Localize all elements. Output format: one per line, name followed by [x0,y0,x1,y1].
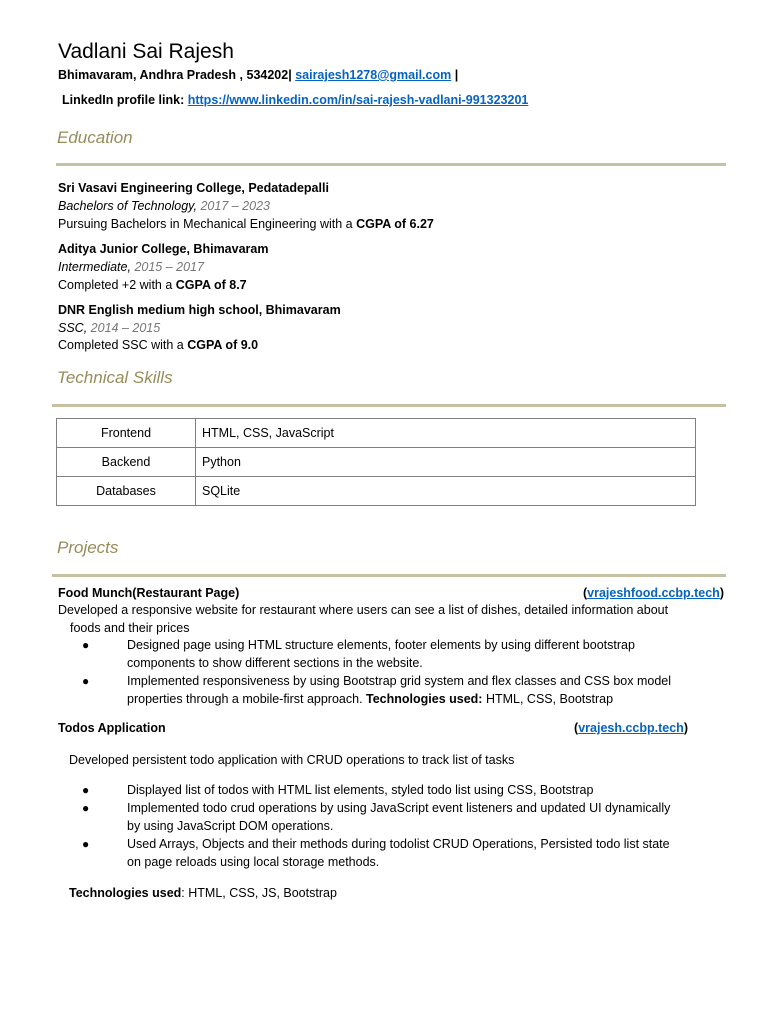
bullet-line: Designed page using HTML structure elements, footer elements by using different bootstrap [127,638,635,652]
skill-value: HTML, CSS, JavaScript [196,419,696,448]
list-item [127,782,707,800]
bullet-text: properties through a mobile-first approach. [127,691,367,706]
bullet-line: Implemented responsiveness by using Bootstrap grid system and flex classes and CSS box model [127,674,672,688]
bullet-icon: ● [82,801,90,815]
skill-category: Databases [57,477,196,506]
tech-label: Technologies used [69,886,182,900]
tech-value: : HTML, CSS, JS, Bootstrap [181,886,337,900]
candidate-name: Vadlani Sai Rajesh [58,40,234,63]
bullet-icon: ● [82,783,90,797]
education-heading: Education [57,128,133,147]
linkedin-label: LinkedIn profile link: [62,93,185,107]
project-description: foods and their prices [70,621,190,635]
degree-name: Intermediate, [58,260,131,274]
list-item [127,800,707,835]
table-row [57,419,696,448]
bullet-line: Displayed list of todos with HTML list elements, styled todo list using CSS, Bootstrap [127,783,594,797]
education-school: Aditya Junior College, Bhimavaram [58,242,269,256]
linkedin-line [62,92,528,108]
degree-years: 2014 – 2015 [90,321,161,335]
bullet-line: on page reloads using local storage methods. [127,854,380,869]
project-link[interactable]: vrajeshfood.ccbp.tech [587,586,720,600]
education-school: DNR English medium high school, Bhimavaram [58,303,341,317]
description-text: Completed +2 with a [58,278,176,292]
skills-table [56,418,696,506]
list-item [127,836,707,871]
technologies-line [69,885,337,903]
education-description [58,216,434,232]
projects-heading: Projects [57,538,119,557]
education-divider [56,163,726,166]
contact-line [58,67,458,83]
skills-divider [52,404,726,407]
tech-label: Technologies used: [366,691,483,706]
project-link-wrap [583,585,724,601]
degree-name: SSC, [58,321,88,335]
bullet-line: Used Arrays, Objects and their methods during todolist CRUD Operations, Persisted todo list state [127,837,670,851]
education-degree [58,259,204,275]
project-link-wrap [574,720,688,736]
paren-close: ) [719,586,724,600]
contact-separator: | [454,68,459,82]
degree-name: Bachelors of Technology, [58,199,197,213]
degree-years: 2015 – 2017 [134,260,204,274]
skill-value: SQLite [196,477,696,506]
skill-category: Frontend [57,419,196,448]
bullet-icon: ● [82,638,90,652]
bullet-icon: ● [82,837,90,851]
linkedin-link[interactable]: https://www.linkedin.com/in/sai-rajesh-vadlani-991323201 [187,93,529,107]
paren-open: ( [574,721,579,735]
bullet-line: components to show different sections in the website. [127,655,423,670]
table-row [57,448,696,477]
project-link[interactable]: vrajesh.ccbp.tech [578,721,684,735]
skills-heading: Technical Skills [57,368,173,387]
list-item [127,673,707,708]
email-link[interactable]: sairajesh1278@gmail.com [295,68,452,82]
cgpa-value: CGPA of 8.7 [175,278,247,292]
education-degree [58,320,160,336]
education-description [58,277,247,293]
cgpa-value: CGPA of 9.0 [187,338,259,352]
skill-value: Python [196,448,696,477]
cgpa-value: CGPA of 6.27 [356,217,434,231]
bullet-icon: ● [82,674,90,688]
bullet-line: by using JavaScript DOM operations. [127,818,334,833]
education-description [58,337,258,353]
project-title: Food Munch(Restaurant Page) [58,586,240,600]
skill-category: Backend [57,448,196,477]
paren-close: ) [683,721,688,735]
address: Bhimavaram, Andhra Pradesh , 534202| [58,68,292,82]
project-description: Developed a responsive website for restaurant where users can see a list of dishes, detailed information about [58,603,669,617]
description-text: Completed SSC with a [58,338,188,352]
project-title: Todos Application [58,721,166,735]
degree-years: 2017 – 2023 [200,199,270,213]
education-degree [58,198,270,214]
education-school: Sri Vasavi Engineering College, Pedatadepalli [58,181,329,195]
project-description: Developed persistent todo application with CRUD operations to track list of tasks [69,753,515,767]
bullet-line: Implemented todo crud operations by using JavaScript event listeners and updated UI dynamically [127,801,671,815]
list-item [127,637,707,672]
table-row [57,477,696,506]
bullet-line [127,691,707,709]
projects-divider [52,574,726,577]
description-text: Pursuing Bachelors in Mechanical Engineering with a [58,217,357,231]
paren-open: ( [582,586,588,600]
tech-value: HTML, CSS, Bootstrap [482,691,614,706]
